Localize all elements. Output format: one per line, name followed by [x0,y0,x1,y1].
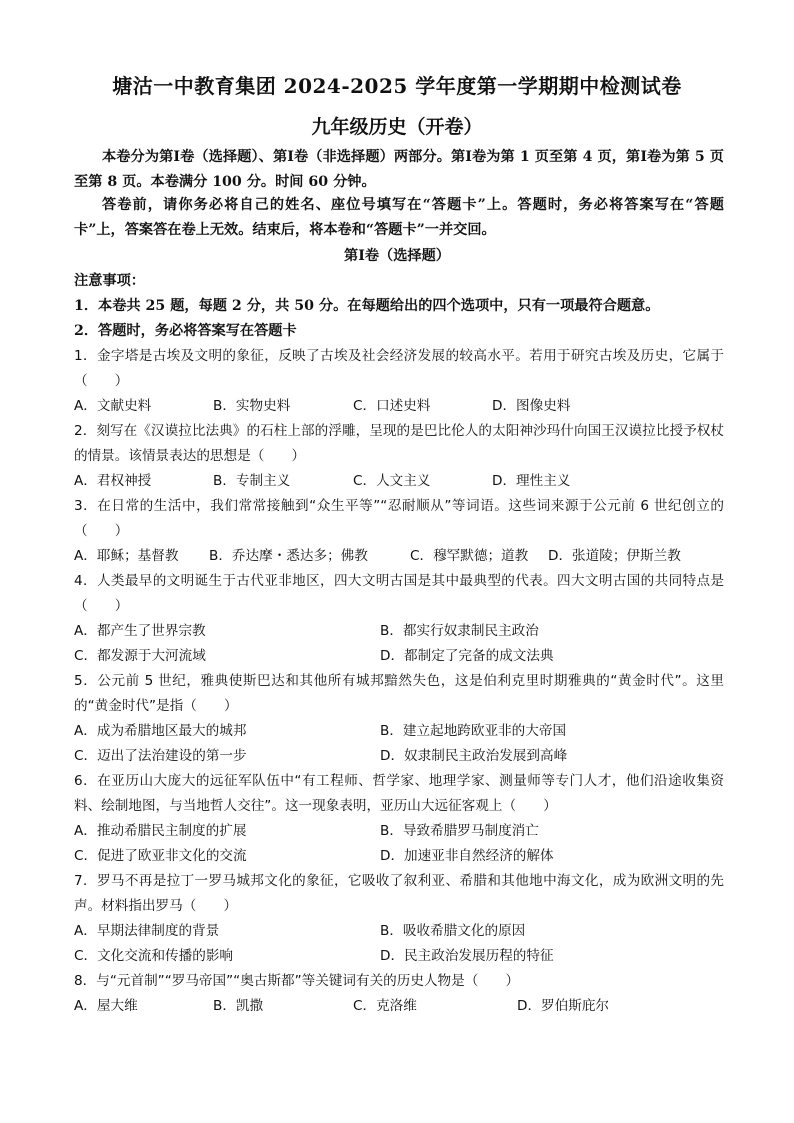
question-7-stem: 7．罗马不再是拉丁一罗马城邦文化的象征，它吸收了叙利亚、希腊和其他地中海文化，成为欧洲文明的先声。材料指出罗马（ ） [74,873,724,914]
question-1-option-d: D．图像史料 [492,398,571,414]
question-7-option-b: B．吸收希腊文化的原因 [380,923,526,939]
question-4-option-b: B．都实行奴隶制民主政治 [380,623,539,639]
question-1-option-a: A．文献史料 [74,398,152,414]
question-8-option-a: A．屋大维 [74,998,138,1014]
question-5-option-a: A．成为希腊地区最大的城邦 [74,723,247,739]
question-2-option-d: D．理性主义 [492,473,571,489]
question-4-option-d: D．都制定了完备的成文法典 [380,648,554,664]
question-3-option-a: A．耶稣；基督教 [74,548,179,564]
question-4-stem: 4．人类最早的文明诞生于古代亚非地区，四大文明古国是其中最典型的代表。四大文明古国的共同特点是（ ） [74,573,724,614]
question-4-option-a: A．都产生了世界宗教 [74,623,206,639]
exam-subtitle: 九年级历史（开卷） [311,116,483,138]
notes-heading: 注意事项： [74,273,145,289]
question-5-option-c: C．迈出了法治建设的第一步 [74,748,247,764]
note-2: 2．答题时，务必将答案写在答题卡 [74,323,297,339]
question-4-option-c: C．都发源于大河流域 [74,648,206,664]
exam-title: 塘沽一中教育集团 2024-2025 学年度第一学期期中检测试卷 [112,74,682,98]
question-2-option-b: B．专制主义 [213,473,291,489]
question-3-option-d: D．张道陵；伊斯兰教 [548,548,681,564]
question-3-option-b: B．乔达摩・悉达多；佛教 [209,548,368,564]
question-3-option-c: C．穆罕默德；道教 [410,548,529,564]
question-5-option-d: D．奴隶制民主政治发展到高峰 [380,748,568,764]
question-6-option-b: B．导致希腊罗马制度消亡 [380,823,539,839]
question-8-option-b: B．凯撒 [213,998,264,1014]
question-6-option-a: A．推动希腊民主制度的扩展 [74,823,247,839]
question-2-stem: 2．刻写在《汉谟拉比法典》的石柱上部的浮雕，呈现的是巴比伦人的太阳神沙玛什向国王汉谟拉比授予权杖的情景。该情景表达的思想是（ ） [74,423,724,464]
intro-paragraph-1: 本卷分为第Ⅰ卷（选择题）、第Ⅰ卷（非选择题）两部分。第Ⅰ卷为第 1 页至第 4 页，第Ⅰ卷为第 5 页至第 8 页。本卷满分 100 分。时间 60 分钟。 [74,149,724,190]
question-7-option-c: C．文化交流和传播的影响 [74,948,234,964]
question-7-option-a: A．早期法律制度的背景 [74,923,220,939]
question-1-stem: 1．金字塔是古埃及文明的象征，反映了古埃及社会经济发展的较高水平。若用于研究古埃及历史，它属于（ ） [74,348,724,389]
question-8-stem: 8．与“元首制”“罗马帝国”“奥古斯都”等关键词有关的历史人物是（ ） [74,973,520,989]
question-1-option-c: C．口述史料 [353,398,431,414]
question-2-option-a: A．君权神授 [74,473,152,489]
question-8-option-d: D．罗伯斯庇尔 [517,998,610,1014]
question-6-option-d: D．加速亚非自然经济的解体 [380,848,554,864]
question-3-stem: 3．在日常的生活中，我们常常接触到“众生平等”“忍耐顺从”等词语。这些词来源于公元前 6 世纪创立的（ ） [74,498,724,539]
question-5-option-b: B．建立起地跨欧亚非的大帝国 [380,723,567,739]
question-6-option-c: C．促进了欧亚非文化的交流 [74,848,247,864]
note-1: 1．本卷共 25 题，每题 2 分，共 50 分。在每题给出的四个选项中，只有一项最符合题意。 [74,298,660,314]
intro-paragraph-2: 答卷前，请你务必将自己的姓名、座位号填写在“答题卡”上。答题时，务必将答案写在“答题卡”上，答案答在卷上无效。结束后，将本卷和“答题卡”一并交回。 [74,197,724,238]
question-2-option-c: C．人文主义 [353,473,431,489]
question-1-option-b: B．实物史料 [213,398,291,414]
question-6-stem: 6．在亚历山大庞大的远征军队伍中“有工程师、哲学家、地理学家、测量师等专门人才，他们沿途收集资料、绘制地图，与当地哲人交往”。这一现象表明，亚历山大远征客观上（ ） [74,773,724,814]
question-8-option-c: C．克洛维 [353,998,417,1014]
question-7-option-d: D．民主政治发展历程的特征 [380,948,554,964]
question-5-stem: 5．公元前 5 世纪，雅典使斯巴达和其他所有城邦黯然失色，这是伯利克里时期雅典的“黄金时代”。这里的“黄金时代”是指（ ） [74,673,724,714]
section-title: 第Ⅰ卷（选择题） [344,248,450,264]
